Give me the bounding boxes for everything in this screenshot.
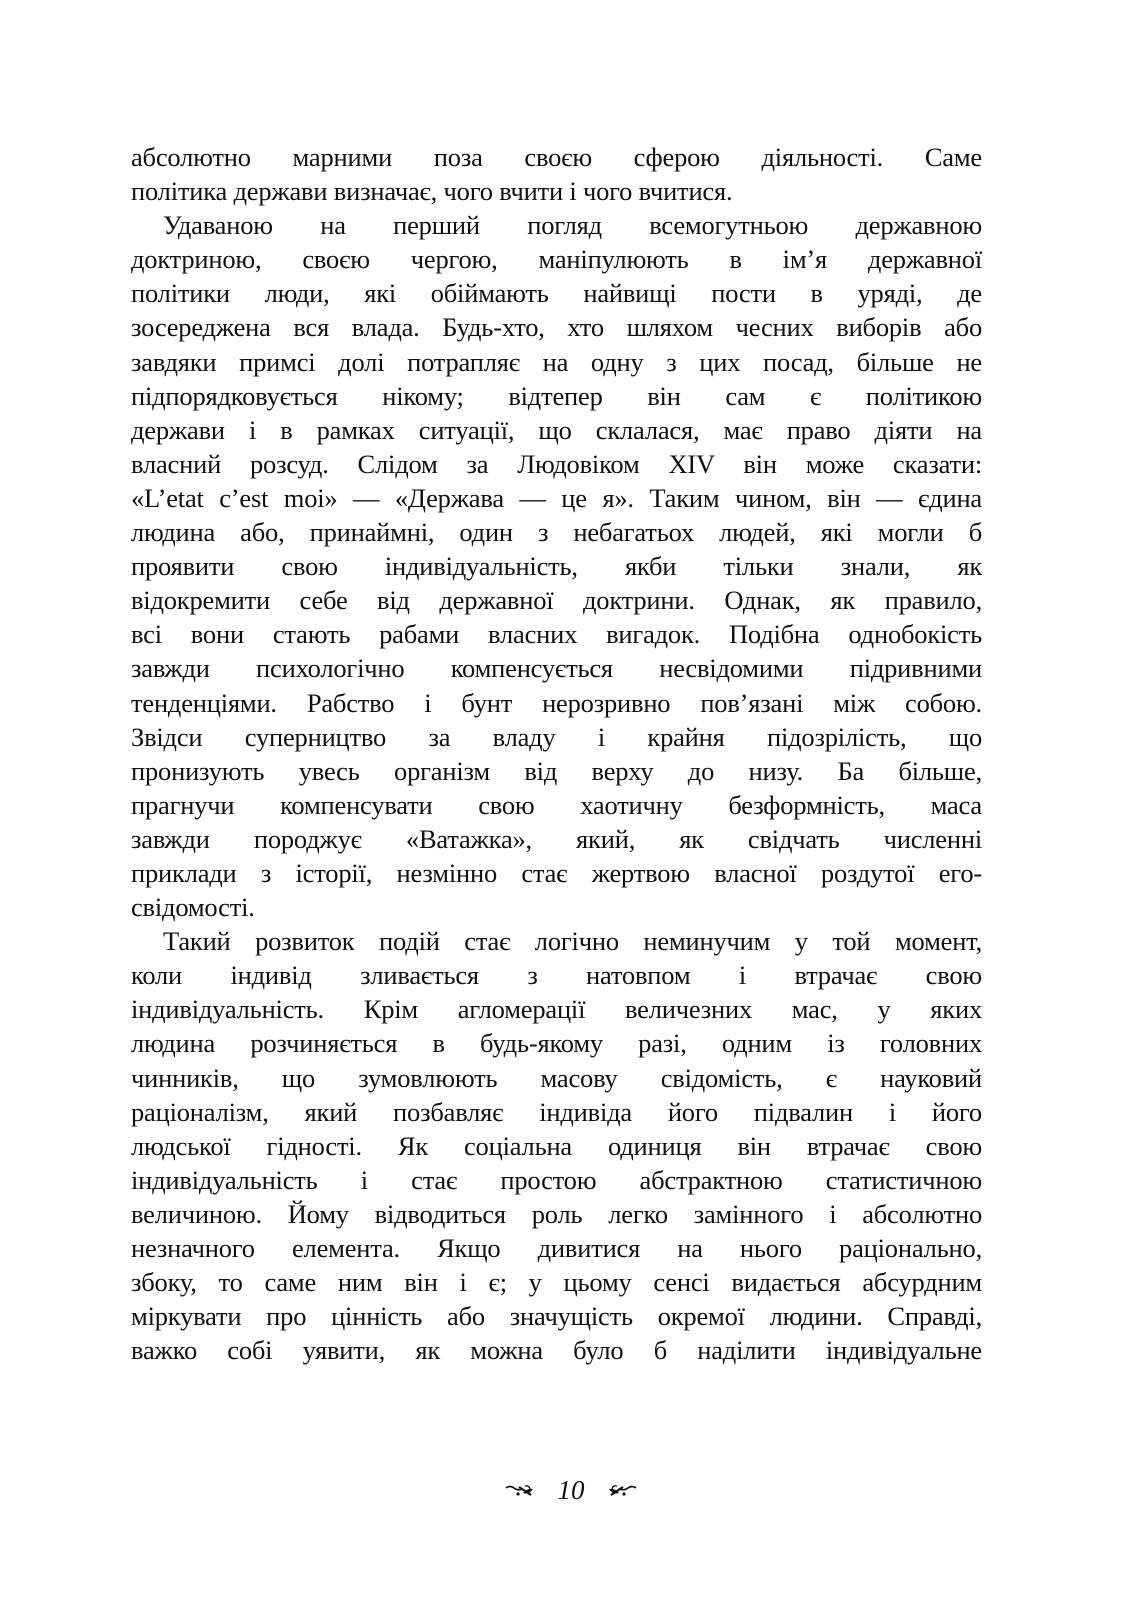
- paragraph-continuation: [131, 140, 982, 208]
- text-line: політика держави визначає, чого вчити і чого вчитися.: [131, 176, 733, 207]
- text-line: Такий розвиток подій стає логічно неминучим у той момент,: [163, 926, 982, 957]
- text-line: коли індивід зливається з натовпом і втрачає свою: [131, 960, 982, 991]
- text-line: людської гідності. Як соціальна одиниця він втрачає свою: [131, 1130, 982, 1161]
- text-line: проявити свою індивідуальність, якби тільки знали, як: [131, 551, 982, 582]
- text-line: важко собі уявити, як можна було б наділити індивідуальне: [131, 1335, 982, 1366]
- text-line: збоку, то саме ним він і є; у цьому сенсі видається абсурдним: [131, 1267, 982, 1298]
- text-line: незначного елемента. Якщо дивитися на нього раціонально,: [131, 1233, 982, 1263]
- text-line: людина або, принаймні, один з небагатьох людей, які могли б: [131, 517, 982, 548]
- text-line: зосереджена вся влада. Будь-хто, хто шляхом чесних виборів або: [131, 312, 982, 343]
- text-line: міркувати про цінність або значущість окремої людини. Справді,: [131, 1301, 982, 1332]
- text-line: прагнучи компенсувати свою хаотичну безформність, маса: [131, 789, 982, 820]
- text-line: політики люди, які обіймають найвищі пости в уряді, де: [131, 278, 982, 309]
- page-footer: [0, 1473, 1142, 1506]
- text-line: завдяки примсі долі потрапляє на одну з цих посад, більше не: [131, 346, 982, 377]
- text-line: абсолютно марними поза своєю сферою діяльності. Саме: [131, 142, 982, 172]
- paragraph-mass-consciousness: [131, 924, 982, 1367]
- text-line: величиною. Йому відводиться роль легко замінного і абсолютно: [131, 1198, 982, 1229]
- floral-ornament-left-icon: [505, 1483, 539, 1499]
- text-line: індивідуальність. Крім агломерації величезних мас, у яких: [131, 994, 982, 1025]
- body-text: [131, 140, 982, 1367]
- text-line: Звідси суперництво за владу і крайня підозрілість, що: [131, 721, 982, 752]
- text-line: завжди психологічно компенсується несвідомими підривними: [131, 653, 982, 684]
- text-line: власний розсуд. Слідом за Людовіком XIV він може сказати:: [131, 448, 982, 479]
- text-line: індивідуальність і стає простою абстрактною статистичною: [131, 1164, 982, 1195]
- text-line: Удаваною на перший погляд всемогутньою державною: [163, 210, 982, 241]
- text-line: раціоналізм, який позбавляє індивіда його підвалин і його: [131, 1096, 982, 1127]
- text-line: чинників, що зумовлюють масову свідомість, є науковий: [131, 1062, 982, 1093]
- paragraph-state-doctrine: [131, 208, 982, 924]
- text-line: людина розчиняється в будь-якому разі, одним із головних: [131, 1028, 982, 1059]
- text-line: відокремити себе від державної доктрини. Однак, як правило,: [131, 585, 982, 616]
- text-line: свідомості.: [131, 892, 255, 923]
- text-line: доктриною, своєю чергою, маніпулюють в ім’я державної: [131, 244, 982, 275]
- text-line: завжди породжує «Ватажка», який, як свідчать численні: [131, 823, 982, 854]
- text-line: «L’etat c’est moi» — «Держава — це я». Таким чином, він — єдина: [131, 482, 982, 513]
- text-line: тенденціями. Рабство і бунт нерозривно пов’язані між собою.: [131, 687, 982, 718]
- text-line: підпорядковується нікому; відтепер він сам є політикою: [131, 380, 982, 411]
- text-line: приклади з історії, незмінно стає жертвою власної роздутої его-: [131, 857, 982, 888]
- text-line: держави і в рамках ситуації, що склалася, має право діяти на: [131, 414, 982, 445]
- text-line: пронизують увесь організм від верху до низу. Ба більше,: [131, 755, 982, 786]
- page-number: 10: [557, 1475, 585, 1506]
- text-line: всі вони стають рабами власних вигадок. Подібна однобокість: [131, 619, 982, 650]
- floral-ornament-right-icon: [603, 1483, 637, 1499]
